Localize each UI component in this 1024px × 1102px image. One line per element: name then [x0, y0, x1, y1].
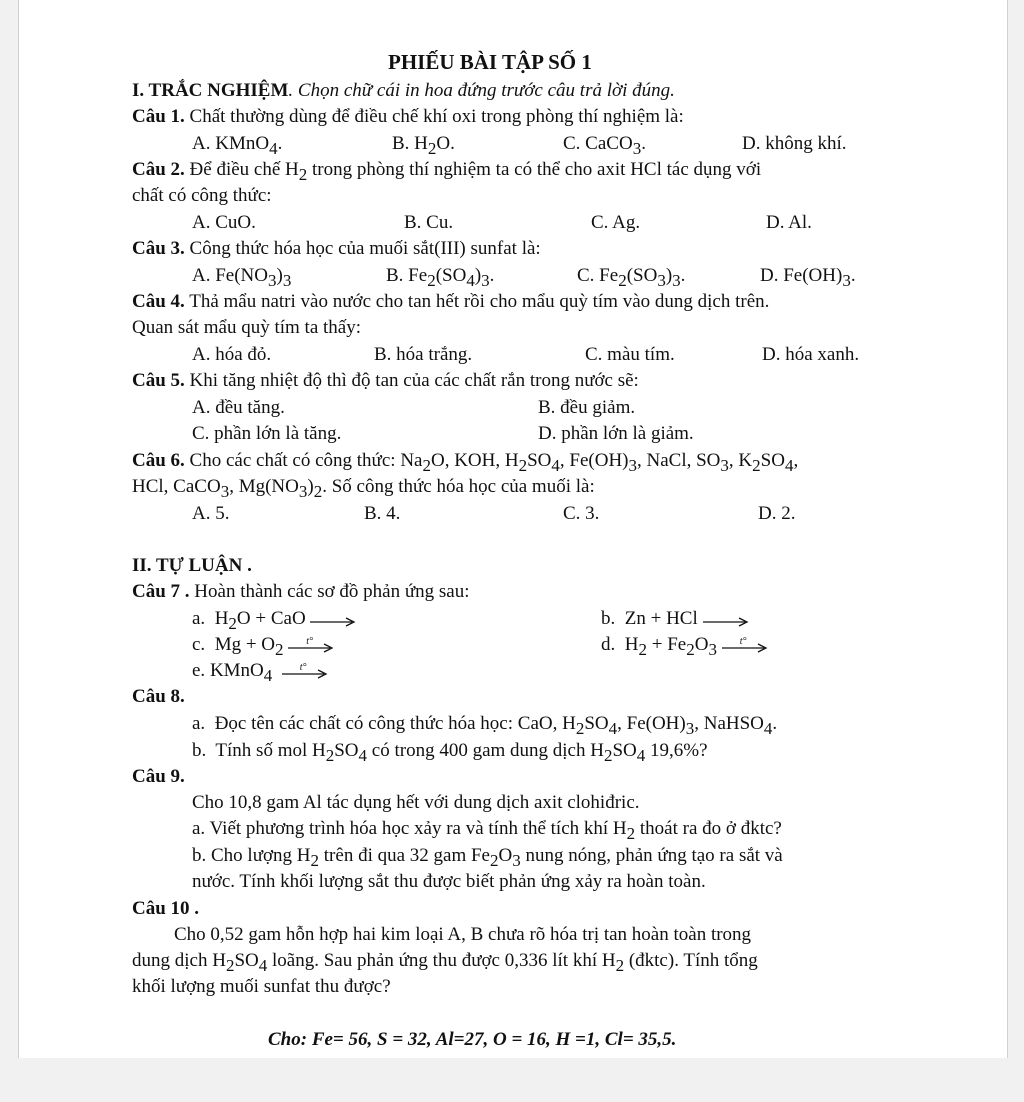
question-4: Câu 4. Thả mẩu natri vào nước cho tan hết rồi cho mẩu quỳ tím vào dung dịch trên.: [132, 291, 770, 312]
q4-option-b: B. hóa trắng.: [374, 344, 473, 365]
reaction-arrow-heated: [282, 661, 328, 679]
question-4-cont: Quan sát mẩu quỳ tím ta thấy:: [132, 317, 362, 338]
question-7: Câu 7 . Hoàn thành các sơ đồ phản ứng sau:: [132, 581, 470, 602]
q10-text-line2: dung dịch $H_2SO_4$ loãng. Sau phản ứng thu được 0,336 lít khí $H_2$ (đktc). Tính tổng: [132, 950, 758, 975]
question-5: Câu 5. Khi tăng nhiệt độ thì độ tan của các chất rắn trong nước sẽ:: [132, 370, 639, 391]
question-3: Câu 3. Công thức hóa học của muối sắt(III) sunfat là:: [132, 238, 541, 259]
q7-reaction-c: c. $Mg + O_2$ t°: [192, 634, 334, 661]
q5-option-d: D. phần lớn là giảm.: [538, 423, 694, 444]
page-footer-gap: [0, 1058, 1024, 1102]
reaction-arrow: [310, 613, 356, 627]
q3-option-a: A. $Fe(NO_3)_3$: [192, 265, 292, 290]
q6-option-c: C. 3.: [563, 503, 600, 524]
section-1-title: I. TRẮC NGHIỆM: [132, 80, 289, 101]
q2-option-b: B. Cu.: [404, 212, 454, 233]
given-atomic-masses: Cho: Fe= 56, S = 32, Al=27, O = 16, H =1, Cl= 35,5.: [268, 1029, 677, 1050]
q1-option-c: C. CaCO$_3$.: [563, 133, 646, 158]
question-10: Câu 10 .: [132, 898, 200, 919]
q6-option-b: B. 4.: [364, 503, 401, 524]
page-title: PHIẾU BÀI TẬP SỐ 1: [388, 50, 592, 74]
q2-option-d: D. Al.: [766, 212, 812, 233]
question-1: [132, 106, 684, 128]
q9-part-b: b. Cho lượng $H_2$ trên đi qua 32 gam $Fe_2O_3$ nung nóng, phản ứng tạo ra sắt và: [192, 845, 783, 870]
q2-option-a: A. CuO.: [192, 212, 256, 233]
question-text: Chất thường dùng để điều chế khí oxi trong phòng thí nghiệm là:: [189, 106, 684, 127]
heat-label: t°: [299, 661, 307, 673]
section-1-instruction: . Chọn chữ cái in hoa đứng trước câu trả lời đúng.: [288, 80, 675, 101]
question-label: Câu 1.: [132, 106, 185, 127]
q4-option-c: C. màu tím.: [585, 344, 675, 365]
q2-option-c: C. Ag.: [591, 212, 641, 233]
section-1-heading: [132, 80, 675, 102]
q4-option-a: A. hóa đỏ.: [192, 344, 272, 365]
heat-label: t°: [739, 635, 747, 647]
q3-option-c: C. $Fe_2(SO_3)_3$.: [577, 265, 686, 290]
q9-intro: Cho 10,8 gam Al tác dụng hết với dung dịch axit clohiđric.: [192, 792, 640, 813]
question-9: Câu 9.: [132, 766, 185, 787]
q7-reaction-a: a. $H_2O$ + CaO: [192, 608, 356, 635]
q6-option-a: A. 5.: [192, 503, 230, 524]
q10-text-line1: Cho 0,52 gam hỗn hợp hai kim loại A, B chưa rõ hóa trị tan hoàn toàn trong: [174, 924, 752, 945]
q7-reaction-b: b. Zn + HCl: [601, 608, 749, 630]
q5-option-c: C. phần lớn là tăng.: [192, 423, 342, 444]
q7-reaction-e: e. KMnO$_4$ t°: [192, 660, 328, 687]
q7-reaction-d: d. $H_2 + Fe_2O_3$ t°: [601, 634, 768, 661]
question-2: Câu 2. Để điều chế $H_2$ trong phòng thí nghiệm ta có thể cho axit HCl tác dụng với: [132, 159, 762, 184]
q10-text-line3: khối lượng muối sunfat thu được?: [132, 976, 391, 997]
q4-option-d: D. hóa xanh.: [762, 344, 860, 365]
section-2-heading: II. TỰ LUẬN .: [132, 555, 252, 576]
question-2-cont: chất có công thức:: [132, 185, 272, 206]
q1-option-b: B. $H_2O$.: [392, 133, 455, 158]
q5-option-b: B. đều giảm.: [538, 397, 636, 418]
q8-part-a: a. Đọc tên các chất có công thức hóa học: CaO, $H_2SO_4$, $Fe(OH)_3$, NaHSO$_4$.: [192, 713, 778, 738]
heat-label: t°: [306, 635, 314, 647]
question-6: Câu 6. Cho các chất có công thức: $Na_2O$, KOH, $H_2SO_4$, $Fe(OH)_3$, NaCl, $SO_3$, $K_2SO_4$,: [132, 450, 799, 475]
q1-option-a: A. KMnO$_4$.: [192, 133, 283, 158]
q9-part-b-cont: nước. Tính khối lượng sắt thu được biết phản ứng xảy ra hoàn toàn.: [192, 871, 706, 892]
q3-option-b: B. $Fe_2(SO_4)_3$.: [386, 265, 495, 290]
question-8: Câu 8.: [132, 686, 185, 707]
reaction-arrow: [703, 613, 749, 627]
q5-option-a: A. đều tăng.: [192, 397, 285, 418]
q3-option-d: D. $Fe(OH)_3$.: [760, 265, 856, 290]
q6-option-d: D. 2.: [758, 503, 796, 524]
reaction-arrow-heated: [288, 635, 334, 653]
q8-part-b: b. Tính số mol $H_2SO_4$ có trong 400 gam dung dịch $H_2SO_4$ 19,6%?: [192, 740, 708, 765]
q1-option-d: D. không khí.: [742, 133, 847, 154]
reaction-arrow-heated: [722, 635, 768, 653]
question-6-cont: HCl, CaCO$_3$, $Mg(NO_3)_2$. Số công thức hóa học của muối là:: [132, 476, 595, 501]
q9-part-a: a. Viết phương trình hóa học xảy ra và tính thể tích khí $H_2$ thoát ra đo ở đktc?: [192, 818, 782, 843]
